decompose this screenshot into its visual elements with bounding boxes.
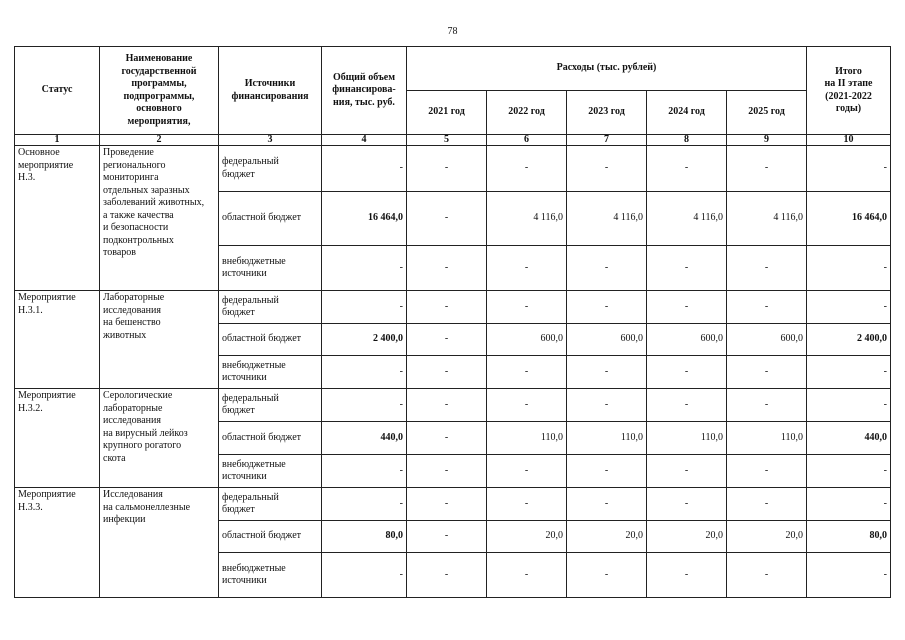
year-2023-cell: - <box>567 146 647 192</box>
year-2021-cell: - <box>407 324 487 356</box>
year-2022-cell: - <box>487 246 567 291</box>
year-2025-cell: 20,0 <box>727 521 807 553</box>
year-2024-cell: - <box>647 389 727 422</box>
header-year-2024: 2024 год <box>647 91 727 135</box>
year-2021-cell: - <box>407 356 487 389</box>
source-cell: федеральный бюджет <box>219 146 322 192</box>
total-cell: - <box>322 291 407 324</box>
year-2023-cell: - <box>567 291 647 324</box>
column-number: 5 <box>407 135 487 146</box>
year-2022-cell: - <box>487 389 567 422</box>
stage-total-cell: - <box>807 455 891 488</box>
stage-total-cell: 440,0 <box>807 422 891 455</box>
year-2023-cell: - <box>567 488 647 521</box>
header-expenses: Расходы (тыс. рублей) <box>407 47 807 91</box>
source-cell: федеральный бюджет <box>219 389 322 422</box>
column-number: 8 <box>647 135 727 146</box>
header-year-2022: 2022 год <box>487 91 567 135</box>
source-cell: внебюджетные источники <box>219 246 322 291</box>
year-2022-cell: - <box>487 356 567 389</box>
year-2025-cell: - <box>727 356 807 389</box>
header-stage-total: Итого на II этапе (2021-2022 годы) <box>807 47 891 135</box>
year-2024-cell: - <box>647 291 727 324</box>
year-2022-cell: - <box>487 146 567 192</box>
year-2023-cell: - <box>567 455 647 488</box>
year-2025-cell: - <box>727 146 807 192</box>
stage-total-cell: - <box>807 488 891 521</box>
header-total-volume: Общий объем финансирова- ния, тыс. руб. <box>322 47 407 135</box>
year-2024-cell: - <box>647 455 727 488</box>
year-2021-cell: - <box>407 192 487 246</box>
year-2024-cell: - <box>647 553 727 598</box>
stage-total-cell: - <box>807 389 891 422</box>
activity-name-cell: Проведение регионального мониторинга отдельных заразных заболеваний животных, а также качества и безопасности подконтрольных товаров <box>100 146 219 291</box>
source-cell: внебюджетные источники <box>219 553 322 598</box>
activity-name-cell: Серологические лабораторные исследования на вирусный лейкоз крупного рогатого скота <box>100 389 219 488</box>
column-number: 3 <box>219 135 322 146</box>
column-number: 4 <box>322 135 407 146</box>
year-2021-cell: - <box>407 422 487 455</box>
year-2023-cell: 20,0 <box>567 521 647 553</box>
column-number: 6 <box>487 135 567 146</box>
year-2024-cell: - <box>647 356 727 389</box>
column-number: 7 <box>567 135 647 146</box>
year-2021-cell: - <box>407 553 487 598</box>
year-2024-cell: 20,0 <box>647 521 727 553</box>
header-status: Статус <box>15 47 100 135</box>
year-2025-cell: - <box>727 291 807 324</box>
header-sources: Источники финансирования <box>219 47 322 135</box>
year-2025-cell: 600,0 <box>727 324 807 356</box>
page-number: 78 <box>447 26 458 37</box>
source-cell: федеральный бюджет <box>219 488 322 521</box>
year-2023-cell: - <box>567 553 647 598</box>
year-2021-cell: - <box>407 146 487 192</box>
column-number: 1 <box>15 135 100 146</box>
year-2025-cell: - <box>727 246 807 291</box>
year-2021-cell: - <box>407 488 487 521</box>
year-2021-cell: - <box>407 521 487 553</box>
year-2023-cell: 4 116,0 <box>567 192 647 246</box>
year-2025-cell: - <box>727 488 807 521</box>
total-cell: 16 464,0 <box>322 192 407 246</box>
total-cell: 2 400,0 <box>322 324 407 356</box>
source-cell: внебюджетные источники <box>219 455 322 488</box>
header-name: Наименование государственной программы, подпрограммы, основного мероприятия, <box>100 47 219 135</box>
year-2025-cell: - <box>727 455 807 488</box>
status-cell: Мероприятие Н.3.2. <box>15 389 100 488</box>
column-number: 9 <box>727 135 807 146</box>
year-2022-cell: - <box>487 455 567 488</box>
total-cell: - <box>322 455 407 488</box>
table-row <box>15 291 891 324</box>
activity-name-cell: Исследования на сальмонеллезные инфекции <box>100 488 219 598</box>
total-cell: 440,0 <box>322 422 407 455</box>
year-2021-cell: - <box>407 389 487 422</box>
total-cell: - <box>322 389 407 422</box>
stage-total-cell: 2 400,0 <box>807 324 891 356</box>
source-cell: внебюджетные источники <box>219 356 322 389</box>
year-2024-cell: 600,0 <box>647 324 727 356</box>
source-cell: областной бюджет <box>219 192 322 246</box>
total-cell: - <box>322 146 407 192</box>
status-cell: Мероприятие Н.3.3. <box>15 488 100 598</box>
source-cell: федеральный бюджет <box>219 291 322 324</box>
year-2024-cell: 110,0 <box>647 422 727 455</box>
year-2025-cell: - <box>727 553 807 598</box>
year-2024-cell: 4 116,0 <box>647 192 727 246</box>
year-2021-cell: - <box>407 291 487 324</box>
year-2022-cell: - <box>487 553 567 598</box>
year-2022-cell: - <box>487 488 567 521</box>
year-2023-cell: 600,0 <box>567 324 647 356</box>
header-year-2023: 2023 год <box>567 91 647 135</box>
year-2025-cell: - <box>727 389 807 422</box>
status-cell: Мероприятие Н.3.1. <box>15 291 100 389</box>
stage-total-cell: 16 464,0 <box>807 192 891 246</box>
header-year-2021: 2021 год <box>407 91 487 135</box>
stage-total-cell: - <box>807 291 891 324</box>
year-2023-cell: - <box>567 246 647 291</box>
total-cell: - <box>322 553 407 598</box>
year-2021-cell: - <box>407 455 487 488</box>
activity-name-cell: Лабораторные исследования на бешенство животных <box>100 291 219 389</box>
source-cell: областной бюджет <box>219 324 322 356</box>
total-cell: - <box>322 488 407 521</box>
column-number: 10 <box>807 135 891 146</box>
stage-total-cell: - <box>807 246 891 291</box>
year-2022-cell: 4 116,0 <box>487 192 567 246</box>
year-2022-cell: 20,0 <box>487 521 567 553</box>
stage-total-cell: 80,0 <box>807 521 891 553</box>
year-2021-cell: - <box>407 246 487 291</box>
budget-table <box>14 46 891 598</box>
year-2022-cell: 600,0 <box>487 324 567 356</box>
total-cell: - <box>322 356 407 389</box>
status-cell: Основное мероприятие Н.3. <box>15 146 100 291</box>
source-cell: областной бюджет <box>219 521 322 553</box>
year-2025-cell: 110,0 <box>727 422 807 455</box>
table-row <box>15 488 891 521</box>
column-number: 2 <box>100 135 219 146</box>
table-row <box>15 389 891 422</box>
total-cell: 80,0 <box>322 521 407 553</box>
header-year-2025: 2025 год <box>727 91 807 135</box>
year-2024-cell: - <box>647 488 727 521</box>
year-2024-cell: - <box>647 146 727 192</box>
stage-total-cell: - <box>807 146 891 192</box>
year-2023-cell: - <box>567 356 647 389</box>
year-2023-cell: - <box>567 389 647 422</box>
stage-total-cell: - <box>807 553 891 598</box>
year-2022-cell: 110,0 <box>487 422 567 455</box>
year-2023-cell: 110,0 <box>567 422 647 455</box>
year-2024-cell: - <box>647 246 727 291</box>
year-2025-cell: 4 116,0 <box>727 192 807 246</box>
stage-total-cell: - <box>807 356 891 389</box>
source-cell: областной бюджет <box>219 422 322 455</box>
total-cell: - <box>322 246 407 291</box>
table-row <box>15 146 891 192</box>
year-2022-cell: - <box>487 291 567 324</box>
